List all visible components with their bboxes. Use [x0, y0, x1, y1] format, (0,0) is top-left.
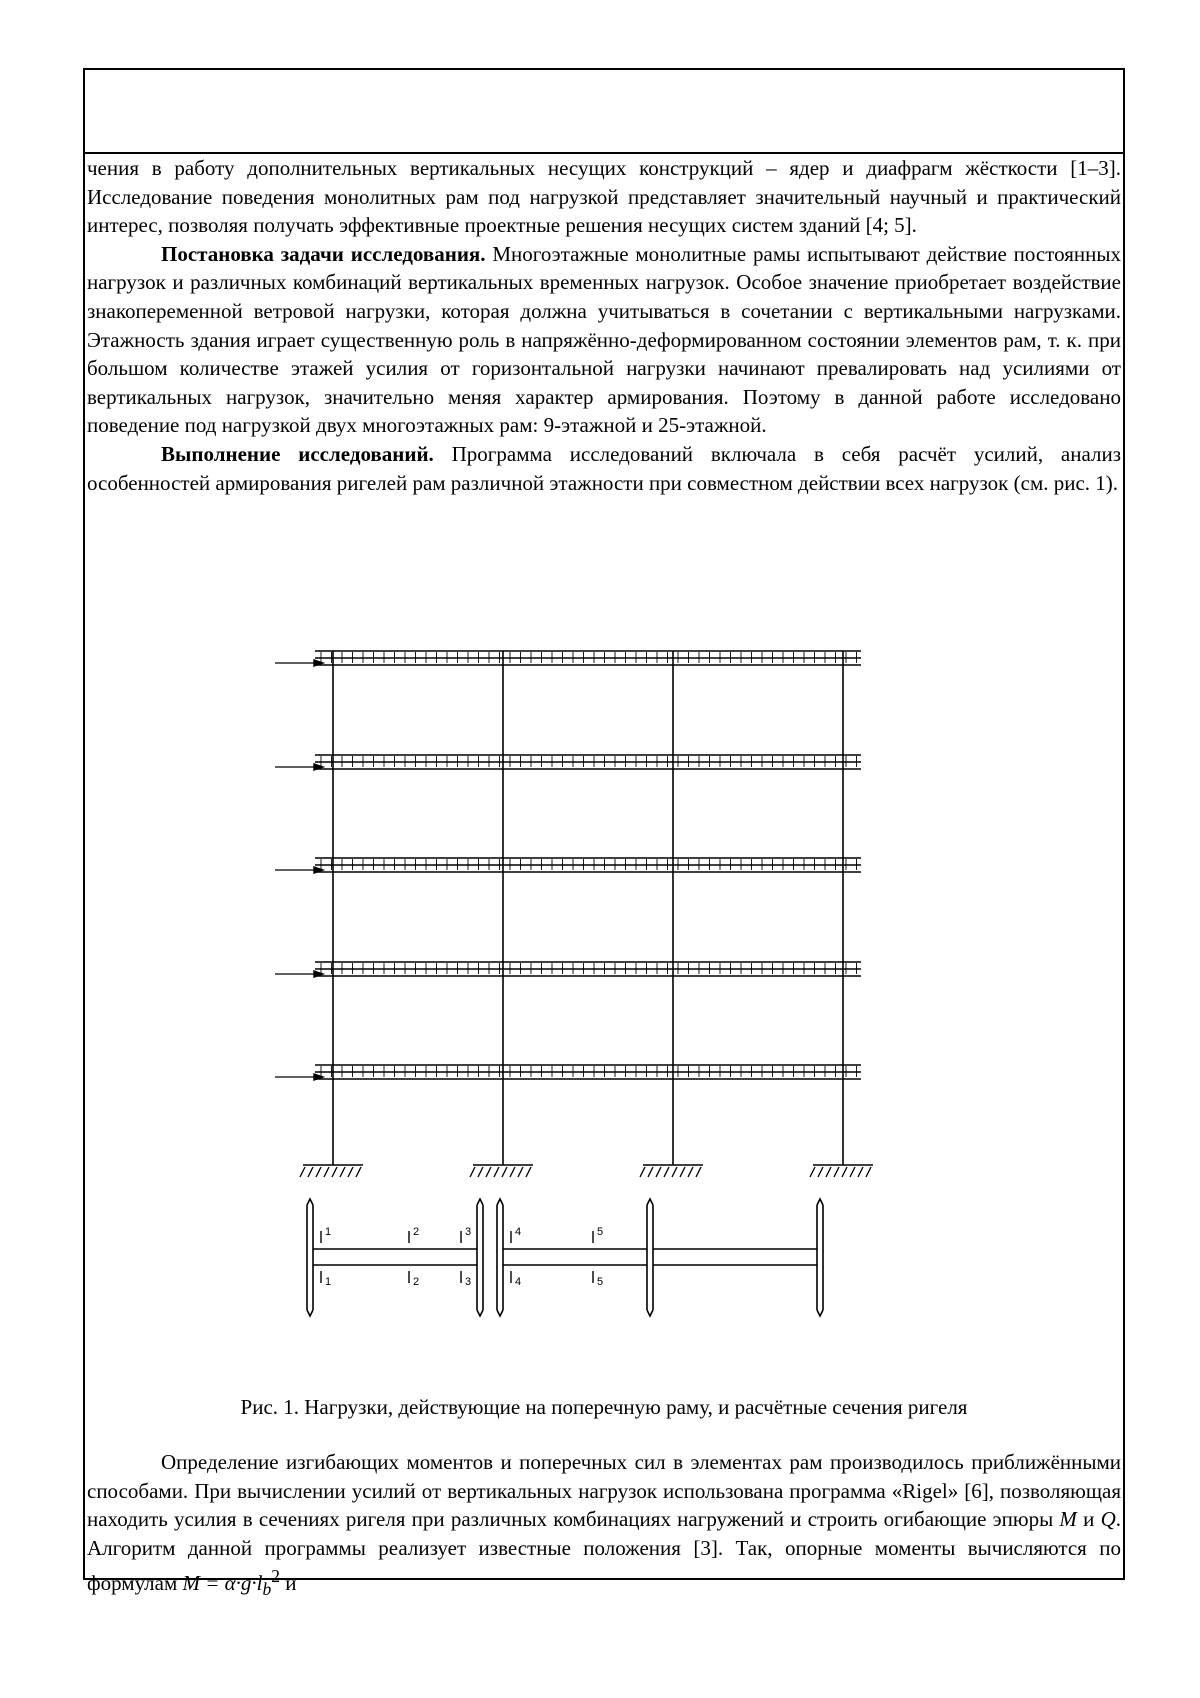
body-text-bottom: [87, 1448, 1121, 1604]
symbol-M: M: [1059, 1507, 1077, 1532]
section-labels-group: [325, 1226, 603, 1288]
body-text-top: [87, 154, 1121, 497]
support-hatch: [324, 1167, 329, 1177]
support-hatch: [818, 1167, 823, 1177]
support-hatch: [672, 1167, 677, 1177]
paragraph-2-heading: Постановка задачи исследования.: [161, 241, 486, 266]
support-hatch: [688, 1167, 693, 1177]
paragraph-3-heading: Выполнение исследований.: [161, 441, 434, 466]
section-label-bottom: 4: [515, 1276, 522, 1288]
plan-column-4: [817, 1205, 823, 1310]
formula-moment: M = α·g·l: [182, 1571, 263, 1596]
support-hatch: [486, 1167, 491, 1177]
symbol-Q: Q: [1100, 1507, 1116, 1532]
support-hatch: [810, 1167, 815, 1177]
support-hatch: [340, 1167, 345, 1177]
support-hatch: [664, 1167, 669, 1177]
support-hatch: [680, 1167, 685, 1177]
support-hatch: [348, 1167, 353, 1177]
section-label-top: 2: [413, 1226, 420, 1238]
support-hatch: [850, 1167, 855, 1177]
support-hatch: [356, 1167, 361, 1177]
support-hatch: [502, 1167, 507, 1177]
paragraph-2: [87, 240, 1121, 440]
support-hatch: [316, 1167, 321, 1177]
support-hatch: [834, 1167, 839, 1177]
plan-beam-2: [503, 1249, 647, 1265]
plan-column-2b: [497, 1205, 503, 1310]
support-hatch: [648, 1167, 653, 1177]
paragraph-4-and: и: [1076, 1507, 1101, 1532]
figure-caption: Рис. 1. Нагрузки, действующие на поперечную раму, и расчётные сечения ригеля: [240, 1395, 968, 1419]
support-hatch: [858, 1167, 863, 1177]
support-hatch: [866, 1167, 871, 1177]
plan-break-marks-bottom: [307, 1310, 823, 1316]
plan-column-1: [307, 1205, 313, 1310]
paragraph-4: [87, 1448, 1121, 1604]
plan-column-3: [647, 1205, 653, 1310]
section-label-bottom: 1: [325, 1276, 332, 1288]
plan-beam-3: [653, 1249, 817, 1265]
formula-subscript: b: [262, 1579, 272, 1600]
paragraph-3-body: Программа исследований включала в себя расчёт усилий, анализ особенностей армирования ригелей рам различной этажности при совместном действии всех нагрузок (см. рис. 1).: [87, 441, 1121, 495]
beams-group: [275, 651, 861, 1080]
support-hatch: [826, 1167, 831, 1177]
support-hatch: [300, 1167, 305, 1177]
formula-superscript: 2: [271, 1566, 281, 1587]
frame-diagram: [85, 615, 1123, 1335]
section-label-bottom: 5: [597, 1276, 604, 1288]
support-hatch: [308, 1167, 313, 1177]
section-plan: [307, 1199, 823, 1316]
supports-group: [300, 1165, 873, 1177]
support-hatch: [478, 1167, 483, 1177]
paragraph-4-end: и: [280, 1571, 297, 1596]
support-hatch: [696, 1167, 701, 1177]
plan-break-marks-top: [307, 1199, 823, 1205]
plan-column-2: [477, 1205, 483, 1310]
support-hatch: [494, 1167, 499, 1177]
paragraph-4-part-2: . Алгоритм данной программы реализует известные положения [3]. Так, опорные моменты вычисляются по формулам: [87, 1507, 1121, 1596]
paragraph-4-part-1: Определение изгибающих моментов и поперечных сил в элементах рам производилось приближёнными способами. При вычислении усилий от вертикальных нагрузок использована программа «Rigel» [6], позволяющая находить усилия в сечениях ригеля при различных комбинациях нагружений и строить огибающие эпюры: [87, 1450, 1121, 1532]
paragraph-2-body: Многоэтажные монолитные рамы испытывают действие постоянных нагрузок и различных комбинаций вертикальных временных нагрузок. Особое значение приобретает воздействие знакопеременной ветровой нагрузки, которая должна учитываться в сочетании с вертикальными нагрузками. Этажность здания играет существенную роль в напряжённо-деформированном состоянии элементов рам, т. к. при большом количестве этажей усилия от горизонтальной нагрузки начинают превалировать над усилиями от вертикальных нагрузок, значительно меняя характер армирования. Поэтому в данной работе исследовано поведение под нагрузкой двух многоэтажных рам: 9-этажной и 25-этажной.: [87, 241, 1121, 438]
section-label-top: 1: [325, 1226, 332, 1238]
section-label-top: 4: [515, 1226, 522, 1238]
paragraph-3: [87, 440, 1121, 497]
support-hatch: [526, 1167, 531, 1177]
section-label-bottom: 3: [465, 1276, 472, 1288]
section-marks-group: [321, 1231, 593, 1283]
support-hatch: [518, 1167, 523, 1177]
support-hatch: [842, 1167, 847, 1177]
support-hatch: [640, 1167, 645, 1177]
paragraph-1: чения в работу дополнительных вертикальных несущих конструкций – ядер и диафрагм жёсткости [1–3]. Исследование поведения монолитных рам под нагрузкой представляет значительный научный и практический интерес, позволяя получать эффективные проектные решения несущих систем зданий [4; 5].: [87, 156, 1121, 238]
support-hatch: [470, 1167, 475, 1177]
section-label-top: 5: [597, 1226, 604, 1238]
section-label-top: 3: [465, 1226, 472, 1238]
support-hatch: [510, 1167, 515, 1177]
running-header-box: [85, 70, 1123, 154]
support-hatch: [656, 1167, 661, 1177]
section-label-bottom: 2: [413, 1276, 420, 1288]
support-hatch: [332, 1167, 337, 1177]
plan-beam-1: [313, 1249, 477, 1265]
